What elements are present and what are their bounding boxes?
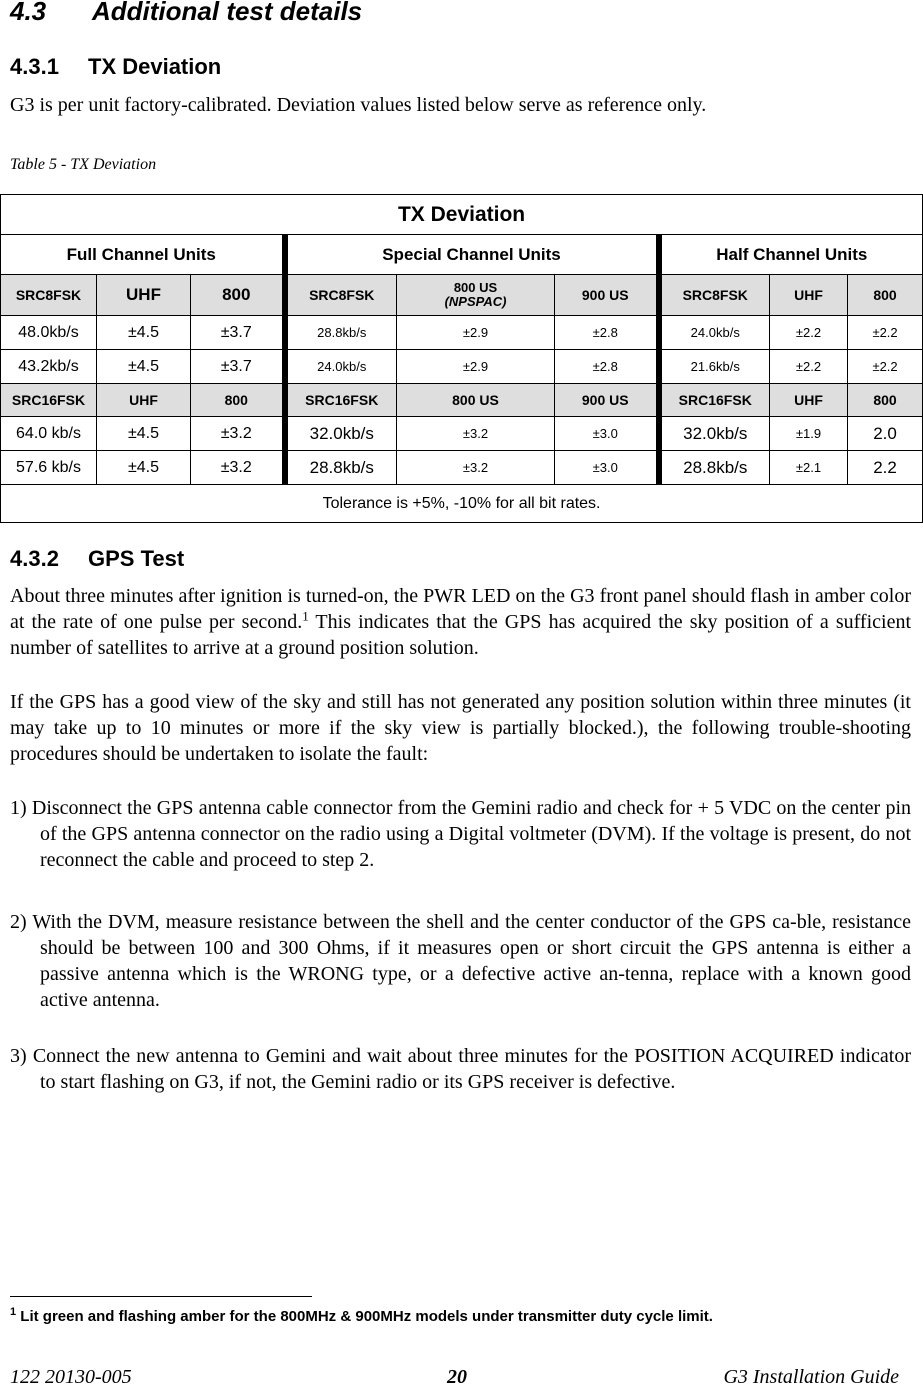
footer-doc-number: 122 20130-005 bbox=[10, 1366, 132, 1388]
data-cell: 43.2kb/s bbox=[1, 350, 97, 384]
header-cell: 800 bbox=[191, 384, 285, 417]
data-cell: 24.0kb/s bbox=[285, 350, 397, 384]
data-cell: ±4.5 bbox=[97, 350, 191, 384]
data-cell: ±1.9 bbox=[770, 417, 848, 451]
data-cell: 2.2 bbox=[848, 451, 923, 485]
header-cell: SRC8FSK bbox=[659, 275, 770, 316]
header-cell: 800 bbox=[848, 384, 923, 417]
data-cell: 28.8kb/s bbox=[659, 451, 770, 485]
footnote bbox=[10, 1308, 713, 1325]
data-cell: ±2.2 bbox=[848, 316, 923, 350]
data-cell: ±2.2 bbox=[770, 316, 848, 350]
footnote-mark: 1 bbox=[10, 1306, 17, 1318]
header-line: 800 US bbox=[453, 280, 498, 295]
table-title: TX Deviation bbox=[1, 195, 923, 235]
tx-deviation-heading bbox=[10, 54, 221, 80]
data-cell: 28.8kb/s bbox=[285, 316, 397, 350]
header-cell: 800 bbox=[848, 275, 923, 316]
footnote-divider bbox=[10, 1296, 312, 1297]
group-full-channel: Full Channel Units bbox=[1, 235, 285, 275]
gps-paragraph-1-part-a: About three minutes after ignition is turned-on, the PWR LED on the G3 front panel should flash in amber color at the rate of one pulse per second. bbox=[10, 585, 911, 633]
data-cell: ±3.0 bbox=[555, 451, 659, 485]
tx-deviation-intro: G3 is per unit factory-calibrated. Deviation values listed below serve as reference only. bbox=[10, 94, 707, 116]
data-cell: ±2.9 bbox=[397, 316, 555, 350]
footer-page-number: 20 bbox=[447, 1366, 467, 1388]
group-special-channel: Special Channel Units bbox=[285, 235, 659, 275]
data-cell: 57.6 kb/s bbox=[1, 451, 97, 485]
gps-test-heading bbox=[10, 546, 184, 572]
gps-paragraph-2: If the GPS has a good view of the sky and still has not generated any position solution within three minutes (it may take up to 10 minutes or more if the sky view is partially blocked.), the following trouble-shooting procedures should be undertaken to isolate the fault: bbox=[10, 691, 911, 765]
data-cell: 2.0 bbox=[848, 417, 923, 451]
gps-test-number: 4.3.2 bbox=[10, 546, 59, 571]
header-line-italic: (NPSPAC) bbox=[444, 294, 507, 309]
data-cell: ±3.0 bbox=[555, 417, 659, 451]
tx-deviation-title: TX Deviation bbox=[88, 54, 222, 79]
table-row bbox=[1, 417, 923, 451]
header-cell: 900 US bbox=[555, 275, 659, 316]
data-cell: 32.0kb/s bbox=[659, 417, 770, 451]
data-cell: ±4.5 bbox=[97, 451, 191, 485]
footnote-reference[interactable]: 1 bbox=[302, 608, 309, 624]
header-cell: SRC8FSK bbox=[285, 275, 397, 316]
tx-deviation-table bbox=[0, 194, 923, 523]
section-number: 4.3 bbox=[10, 0, 47, 26]
data-cell: ±2.2 bbox=[770, 350, 848, 384]
header-cell: UHF bbox=[97, 275, 191, 316]
header-cell-two-line bbox=[397, 275, 555, 316]
data-cell: ±2.2 bbox=[848, 350, 923, 384]
data-cell: 21.6kb/s bbox=[659, 350, 770, 384]
footer-doc-title: G3 Installation Guide bbox=[723, 1366, 899, 1388]
header-cell: UHF bbox=[770, 275, 848, 316]
data-cell: ±3.2 bbox=[397, 451, 555, 485]
tx-deviation-number: 4.3.1 bbox=[10, 54, 59, 79]
data-cell: ±2.8 bbox=[555, 316, 659, 350]
gps-paragraph-1 bbox=[10, 583, 911, 661]
gps-step-2: 2) With the DVM, measure resistance between the shell and the center conductor of the GPS ca-ble, resistance should be between 100 and 300 Ohms, if it measures open or short circuit the GPS antenna is either a passive antenna which is the WRONG type, or a defective active an-tenna, replace with a known good active antenna. bbox=[10, 911, 911, 1011]
header-cell: 900 US bbox=[555, 384, 659, 417]
gps-step-1: 1) Disconnect the GPS antenna cable connector from the Gemini radio and check for + 5 VDC on the center pin of the GPS antenna connector on the radio using a Digital voltmeter (DVM). If the voltage is present, do not reconnect the cable and proceed to step 2. bbox=[10, 797, 911, 871]
data-cell: ±3.2 bbox=[191, 451, 285, 485]
table-caption: Table 5 - TX Deviation bbox=[10, 156, 157, 173]
data-cell: ±2.1 bbox=[770, 451, 848, 485]
gps-paragraph-1-part-b: This indicates that the GPS has acquired the sky position of a sufficient number of satellites to arrive at a ground position solution. bbox=[10, 611, 911, 659]
data-cell: ±2.8 bbox=[555, 350, 659, 384]
data-cell: 24.0kb/s bbox=[659, 316, 770, 350]
table-row bbox=[1, 316, 923, 350]
header-cell: UHF bbox=[770, 384, 848, 417]
data-cell: 32.0kb/s bbox=[285, 417, 397, 451]
table-row bbox=[1, 350, 923, 384]
table-row bbox=[1, 451, 923, 485]
group-half-channel: Half Channel Units bbox=[659, 235, 923, 275]
data-cell: ±4.5 bbox=[97, 316, 191, 350]
data-cell: 64.0 kb/s bbox=[1, 417, 97, 451]
data-cell: ±3.7 bbox=[191, 350, 285, 384]
header-cell: SRC16FSK bbox=[659, 384, 770, 417]
header-cell: 800 bbox=[191, 275, 285, 316]
section-heading bbox=[10, 0, 362, 27]
gps-test-title: GPS Test bbox=[88, 546, 185, 571]
data-cell: 28.8kb/s bbox=[285, 451, 397, 485]
header-cell: SRC8FSK bbox=[1, 275, 97, 316]
data-cell: ±3.2 bbox=[397, 417, 555, 451]
section-title: Additional test details bbox=[92, 0, 363, 26]
footnote-text: Lit green and flashing amber for the 800MHz & 900MHz models under transmitter duty cycle limit. bbox=[16, 1308, 713, 1325]
header-cell: SRC16FSK bbox=[1, 384, 97, 417]
header-cell: UHF bbox=[97, 384, 191, 417]
data-cell: ±3.2 bbox=[191, 417, 285, 451]
header-cell: 800 US bbox=[397, 384, 555, 417]
data-cell: ±2.9 bbox=[397, 350, 555, 384]
header-cell: SRC16FSK bbox=[285, 384, 397, 417]
data-cell: ±3.7 bbox=[191, 316, 285, 350]
data-cell: ±4.5 bbox=[97, 417, 191, 451]
data-cell: 48.0kb/s bbox=[1, 316, 97, 350]
tolerance-note: Tolerance is +5%, -10% for all bit rates. bbox=[1, 485, 923, 523]
gps-step-3: 3) Connect the new antenna to Gemini and wait about three minutes for the POSITION ACQUIRED indicator to start flashing on G3, if not, the Gemini radio or its GPS receiver is defective. bbox=[10, 1045, 911, 1093]
